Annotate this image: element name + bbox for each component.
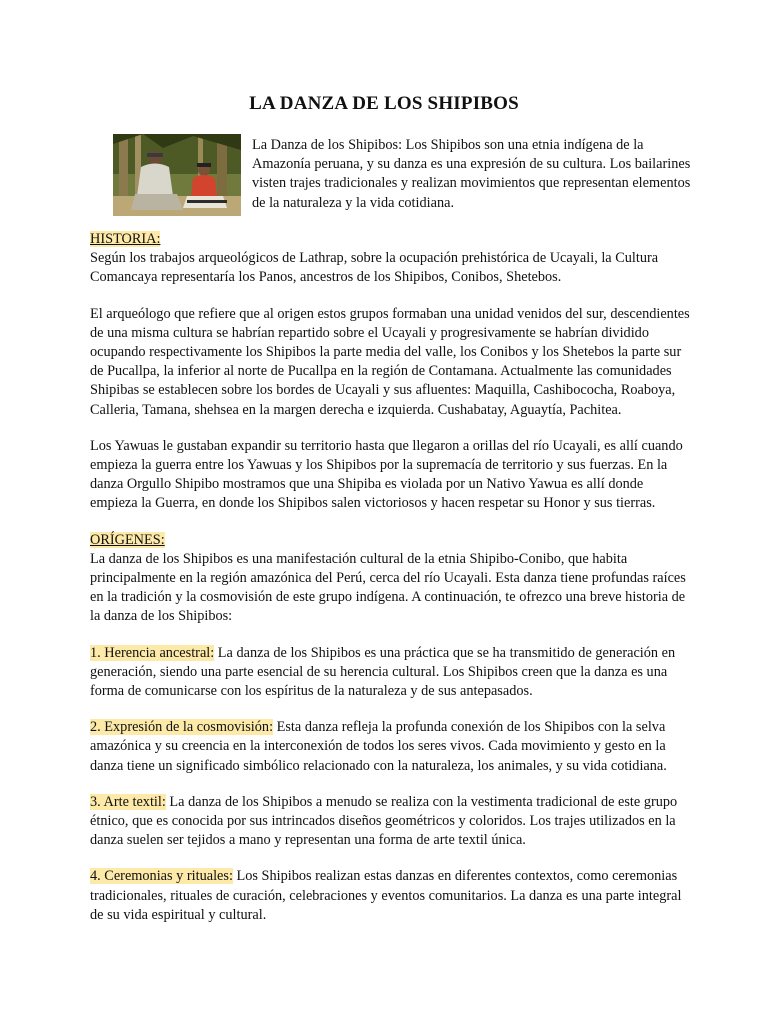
list-item — [90, 644, 690, 702]
list-item-text: Los Shipibos realizan estas danzas en diferentes contextos, como ceremonias tradicionales, rituales de curación, celebraciones y eventos comunitarios. La danza es una parte integral de su vida espiritual y cultural. — [90, 868, 682, 923]
historia-heading: HISTORIA: — [90, 231, 161, 247]
list-item-text: La danza de los Shipibos a menudo se realiza con la vestimenta tradicional de este grupo étnico, que es conocida por sus intrincados diseños geométricos y coloridos. Los trajes utilizados en la danza suelen ser tejidos a mano y representan una forma de arte textil única. — [90, 793, 678, 849]
historia-section — [90, 230, 690, 249]
historia-paragraph-2: El arqueólogo que refiere que al origen estos grupos formaban una unidad venidos del sur, descendientes de una misma cultura se habrían repartido sobre el Ucayali y progresivamente se habrían dividido ocupando respectivamente los Shipibos la parte media del valle, los Conibos y los Shetebos la parte sur de Pucallpa, la inferior al norte de Pucallpa en la región de Contamana. Actualmente las comunidades Shipibas se establecen sobre los bordes de Ucayali y sus afluentes: Maquilla, Cashibococha, Roaboya, Calleria, Tamana, shehsea en la margen derecha e izquierda. Cushabatay, Aguaytía, Pachitea. — [90, 305, 690, 418]
list-item — [90, 718, 690, 776]
list-item-label: 2. Expresión de la cosmovisión: — [90, 719, 274, 736]
list-item — [90, 867, 690, 925]
document-body — [90, 230, 690, 942]
list-item — [90, 793, 690, 851]
origenes-paragraph: La danza de los Shipibos es una manifestación cultural de la etnia Shipibo-Conibo, que habita principalmente en la región amazónica del Perú, cerca del río Ucayali. Esta danza tiene profundas raíces en la tradición y la cosmovisión de este grupo indígena. A continuación, te ofrezco una breve historia de la danza de los Shipibos: — [90, 550, 686, 625]
photo-two-shipibo-women-icon — [113, 134, 241, 216]
historia-paragraph-3: Los Yawuas le gustaban expandir su territorio hasta que llegaron a orillas del río Ucayali, es allí cuando empieza la guerra entre los Yawuas y los Shipibos por la supremacía de territorio y sus fuerzas. En la danza Orgullo Shipibo mostramos que una Shipiba es violada por un Nativo Yawua es allí donde empieza la Guerra, en donde los Shipibos salen victoriosos y hacen respetar su Honor y sus tierras. — [90, 437, 683, 512]
historia-paragraph-1: Según los trabajos arqueológicos de Lathrap, sobre la ocupación prehistórica de Ucayali, la Cultura Comancaya representaría los Panos, ancestros de los Shipibos, Conibos, Shetebos. — [90, 250, 659, 286]
page-title: LA DANZA DE LOS SHIPIBOS — [249, 93, 519, 114]
list-item-label: 1. Herencia ancestral: — [90, 644, 215, 661]
list-item-text: Esta danza refleja la profunda conexión de los Shipibos con la selva amazónica y su creencia en la interconexión de todos los seres vivos. Cada movimiento y gesto en la danza tiene un significado simbólico relacionado con la naturaleza, los animales, y su vida cotidiana. — [90, 719, 667, 774]
origenes-heading: ORÍGENES: — [90, 531, 165, 548]
list-item-label: 4. Ceremonias y rituales: — [90, 868, 233, 885]
list-item-text: La danza de los Shipibos es una práctica que se ha transmitido de generación en generación, siendo una parte esencial de su herencia cultural. Los Shipibos creen que la danza es una forma de comunicarse con los espíritus de la naturaleza y de sus antepasados. — [90, 644, 676, 700]
list-item-label: 3. Arte textil: — [90, 793, 166, 810]
intro-paragraph: La Danza de los Shipibos: Los Shipibos son una etnia indígena de la Amazonía peruana, y su danza es una expresión de su cultura. Los bailarines visten trajes tradicionales y realizan movimientos que representan elementos de la naturaleza y la vida cotidiana. — [252, 137, 691, 211]
origenes-section — [90, 531, 690, 550]
